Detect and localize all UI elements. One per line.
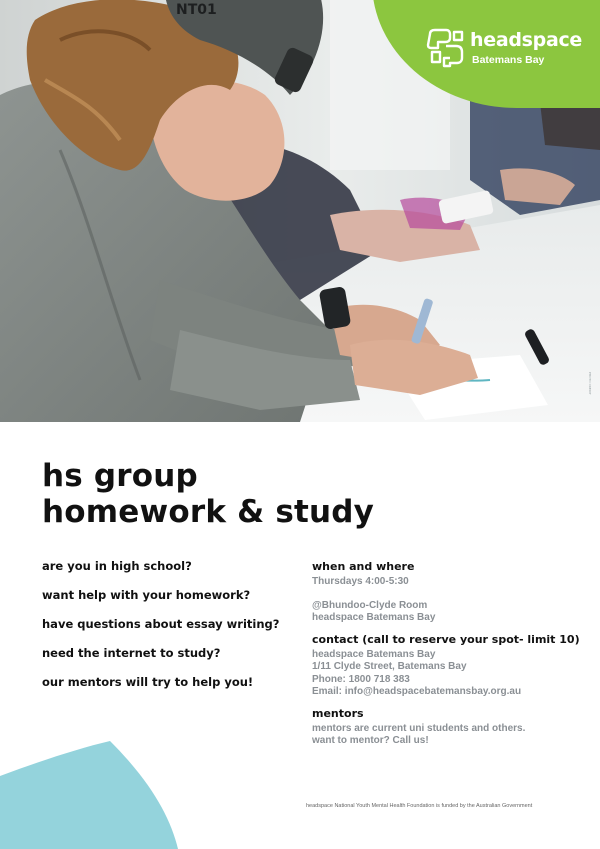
session-room: @Bhundoo-Clyde Room — [312, 599, 428, 611]
question-item: our mentors will try to help you! — [42, 675, 254, 689]
session-time: Thursdays 4:00-5:30 — [312, 576, 409, 587]
questions-list — [42, 558, 302, 703]
question-item: are you in high school? — [42, 559, 192, 573]
brand-name: headspace — [470, 29, 583, 51]
mentors-line-2: want to mentor? Call us! — [312, 735, 429, 746]
question-item: want help with your homework? — [42, 588, 251, 602]
session-venue: headspace Batemans Bay — [312, 612, 436, 623]
contact-phone[interactable]: Phone: 1800 718 383 — [312, 673, 410, 685]
info-column — [312, 560, 592, 748]
headspace-logo-icon — [426, 28, 466, 68]
mentors-line-1: mentors are current uni students and others. — [312, 722, 526, 734]
contact-email[interactable]: Email: info@headspacebatemansbay.org.au — [312, 686, 522, 697]
question-item: have questions about essay writing? — [42, 617, 280, 631]
contact-name: headspace Batemans Bay — [312, 648, 436, 660]
headspace-logo[interactable] — [426, 28, 586, 72]
mentors-heading: mentors — [312, 706, 364, 720]
cap-text: NT01 — [176, 2, 217, 18]
when-where-heading: when and where — [312, 560, 415, 573]
brand-location: Batemans Bay — [472, 54, 545, 66]
question-item: need the internet to study? — [42, 646, 221, 660]
title-line-2: homework & study — [42, 494, 375, 530]
accent-blob — [0, 736, 190, 849]
footer-funding-note: headspace National Youth Mental Health Foundation is funded by the Australian Government — [306, 803, 533, 809]
page-title — [42, 458, 374, 530]
title-line-1: hs group — [42, 458, 198, 494]
photo-credit: PHOTO CREDIT — [588, 372, 592, 395]
contact-heading: contact (call to reserve your spot- limit 10) — [312, 632, 580, 646]
contact-address: 1/11 Clyde Street, Batemans Bay — [312, 661, 467, 672]
